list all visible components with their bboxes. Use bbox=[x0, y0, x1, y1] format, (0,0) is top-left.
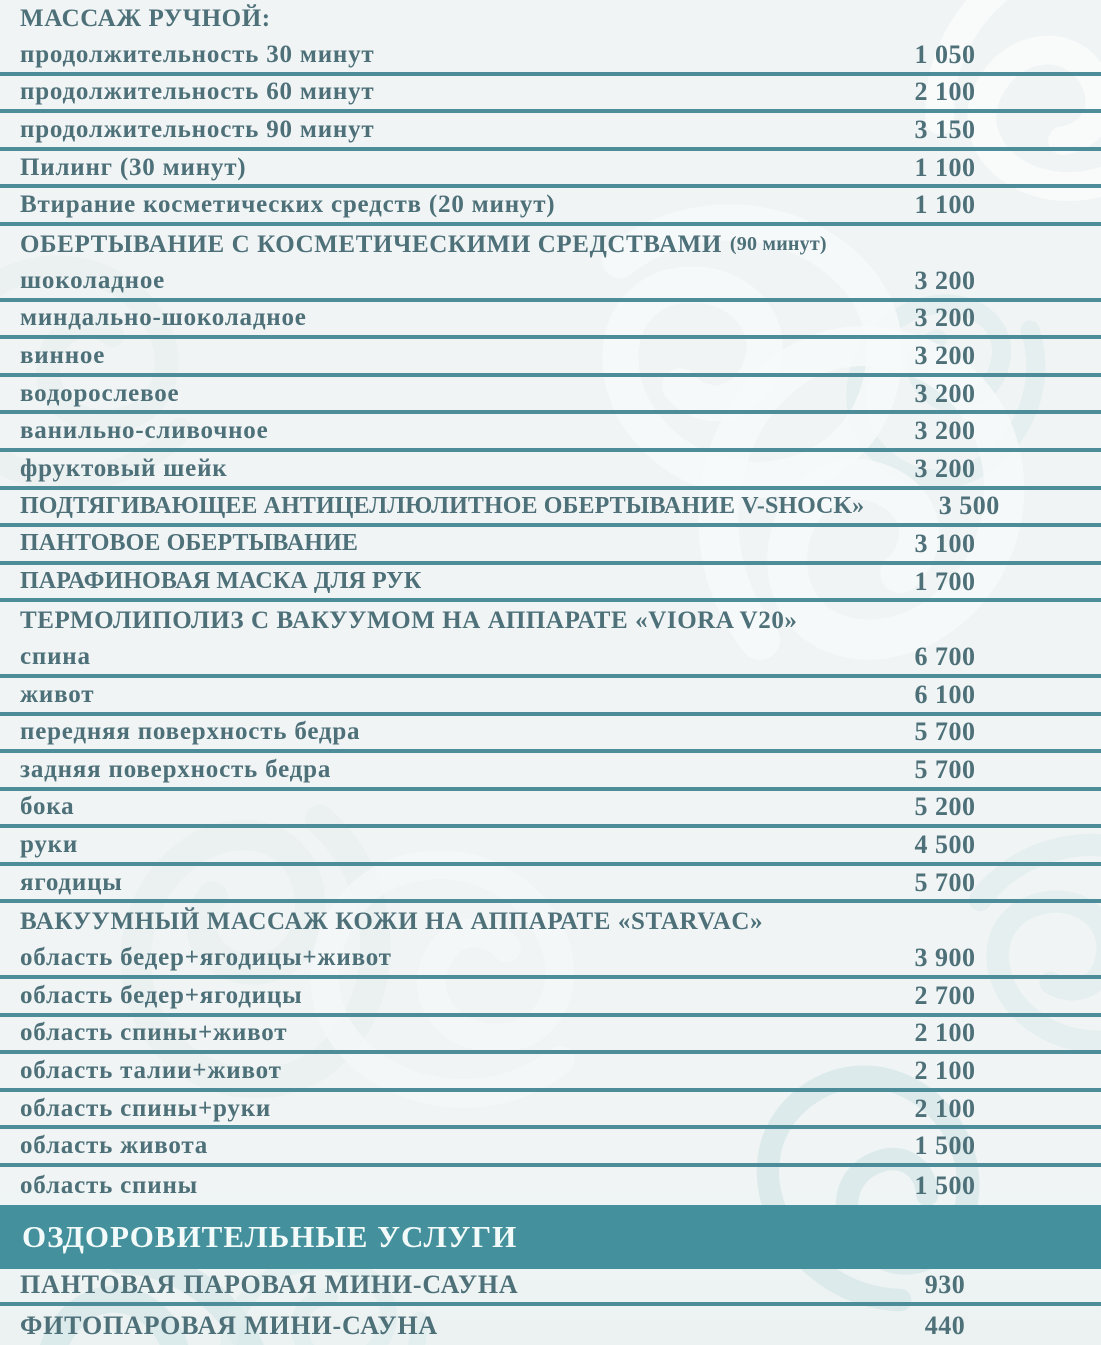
service-price-value: 5 700 bbox=[914, 867, 976, 897]
price-row bbox=[0, 1269, 1101, 1307]
service-name-label: область спины bbox=[20, 1171, 198, 1199]
service-name-label: водорослевое bbox=[20, 379, 180, 407]
service-name-label: продолжительность 30 минут bbox=[20, 40, 375, 68]
banner-title: ОЗДОРОВИТЕЛЬНЫЕ УСЛУГИ bbox=[22, 1218, 518, 1254]
service-price-value: 3 200 bbox=[914, 265, 976, 295]
service-price-value: 5 700 bbox=[914, 754, 976, 784]
service-price-value: 2 100 bbox=[914, 1056, 976, 1086]
section-header bbox=[0, 0, 1101, 38]
price-section bbox=[0, 0, 1101, 226]
price-row bbox=[0, 640, 1101, 678]
wellness-section-banner bbox=[0, 1205, 1101, 1269]
price-row bbox=[0, 791, 1101, 829]
service-price-value: 3 200 bbox=[914, 303, 976, 333]
service-name-label: шоколадное bbox=[20, 266, 166, 294]
price-section bbox=[0, 602, 1101, 903]
price-row bbox=[0, 1017, 1101, 1055]
service-name-label: ПАРАФИНОВАЯ МАСКА ДЛЯ РУК bbox=[20, 568, 422, 595]
service-name-label: область спины+руки bbox=[20, 1094, 272, 1122]
price-row bbox=[0, 38, 1101, 76]
section-header-text: МАССАЖ РУЧНОЙ: bbox=[20, 5, 271, 32]
service-name-label: винное bbox=[20, 341, 106, 369]
service-price-value: 1 050 bbox=[914, 39, 976, 69]
service-price-value: 1 700 bbox=[914, 566, 976, 596]
service-name-label: ПОДТЯГИВАЮЩЕЕ АНТИЦЕЛЛЮЛИТНОЕ ОБЕРТЫВАНИЕ V-SHOCK» bbox=[20, 492, 865, 519]
price-row bbox=[0, 1054, 1101, 1092]
section-header-suffix: (90 минут) bbox=[729, 233, 827, 256]
service-name-label: область бедер+ягодицы+живот bbox=[20, 944, 392, 972]
service-price-value: 1 500 bbox=[914, 1131, 976, 1161]
price-section bbox=[0, 226, 1101, 490]
price-row bbox=[0, 716, 1101, 754]
service-name-label: фруктовый шейк bbox=[20, 454, 228, 482]
service-name-label: бока bbox=[20, 793, 75, 821]
price-section bbox=[0, 490, 1101, 603]
price-row bbox=[0, 1167, 1101, 1205]
price-row bbox=[0, 753, 1101, 791]
section-header-text: ВАКУУМНЫЙ МАССАЖ КОЖИ НА АППАРАТЕ «STARVAC» bbox=[20, 908, 764, 936]
service-price-value: 3 200 bbox=[914, 453, 976, 483]
service-name-label: Пилинг (30 минут) bbox=[20, 153, 247, 181]
service-name-label: передняя поверхность бедра bbox=[20, 718, 361, 746]
price-row bbox=[0, 452, 1101, 490]
service-price-value: 1 500 bbox=[914, 1170, 976, 1200]
price-row bbox=[0, 1129, 1101, 1167]
section-header bbox=[0, 903, 1101, 941]
service-price-value: 440 bbox=[924, 1310, 966, 1340]
price-section bbox=[0, 903, 1101, 1204]
section-header-text: ОБЕРТЫВАНИЕ С КОСМЕТИЧЕСКИМИ СРЕДСТВАМИ bbox=[20, 230, 722, 258]
price-row bbox=[0, 527, 1101, 565]
wellness-rows bbox=[0, 1269, 1101, 1345]
service-name-label: область талии+живот bbox=[20, 1057, 282, 1085]
service-name-label: спина bbox=[20, 643, 91, 671]
service-price-value: 5 700 bbox=[914, 717, 976, 747]
service-name-label: ягодицы bbox=[20, 868, 123, 896]
service-name-label: область живота bbox=[20, 1132, 209, 1160]
service-name-label: ПАНТОВАЯ ПАРОВАЯ МИНИ-САУНА bbox=[20, 1270, 519, 1300]
service-price-value: 3 150 bbox=[914, 114, 976, 144]
service-price-value: 2 100 bbox=[914, 1093, 976, 1123]
service-price-value: 1 100 bbox=[914, 190, 976, 220]
service-price-value: 2 100 bbox=[914, 77, 976, 107]
price-row bbox=[0, 828, 1101, 866]
service-price-value: 1 100 bbox=[914, 152, 976, 182]
service-price-value: 5 200 bbox=[914, 792, 976, 822]
price-row bbox=[0, 565, 1101, 603]
price-row bbox=[0, 1092, 1101, 1130]
service-price-value: 3 200 bbox=[914, 340, 976, 370]
price-row bbox=[0, 941, 1101, 979]
service-name-label: Втирание косметических средств (20 минут) bbox=[20, 191, 556, 219]
service-name-label: ванильно-сливочное bbox=[20, 417, 269, 445]
service-price-value: 3 500 bbox=[938, 491, 1000, 521]
service-name-label: задняя поверхность бедра bbox=[20, 755, 332, 783]
service-price-value: 3 200 bbox=[914, 416, 976, 446]
price-row bbox=[0, 302, 1101, 340]
service-price-value: 4 500 bbox=[914, 830, 976, 860]
service-price-value: 2 100 bbox=[914, 1018, 976, 1048]
service-name-label: продолжительность 90 минут bbox=[20, 115, 375, 143]
service-name-label: ФИТОПАРОВАЯ МИНИ-САУНА bbox=[20, 1310, 439, 1340]
price-row bbox=[0, 1306, 1101, 1345]
price-row bbox=[0, 377, 1101, 415]
section-header bbox=[0, 226, 1101, 264]
service-name-label: миндально-шоколадное bbox=[20, 304, 307, 332]
service-name-label: область бедер+ягодицы bbox=[20, 981, 303, 1009]
service-name-label: область спины+живот bbox=[20, 1019, 288, 1047]
service-name-label: руки bbox=[20, 831, 79, 859]
price-row bbox=[0, 188, 1101, 226]
price-row bbox=[0, 151, 1101, 189]
service-name-label: ПАНТОВОЕ ОБЕРТЫВАНИЕ bbox=[20, 530, 358, 557]
price-row bbox=[0, 414, 1101, 452]
service-price-value: 3 200 bbox=[914, 378, 976, 408]
service-price-value: 6 700 bbox=[914, 642, 976, 672]
price-row bbox=[0, 76, 1101, 114]
price-row bbox=[0, 678, 1101, 716]
service-price-value: 930 bbox=[924, 1270, 966, 1300]
service-price-value: 3 100 bbox=[914, 528, 976, 558]
price-row bbox=[0, 866, 1101, 904]
service-price-value: 3 900 bbox=[914, 943, 976, 973]
price-row bbox=[0, 339, 1101, 377]
price-row bbox=[0, 979, 1101, 1017]
service-name-label: продолжительность 60 минут bbox=[20, 78, 375, 106]
service-name-label: живот bbox=[20, 680, 95, 708]
service-price-value: 2 700 bbox=[914, 980, 976, 1010]
section-header bbox=[0, 602, 1101, 640]
service-price-value: 6 100 bbox=[914, 679, 976, 709]
price-row bbox=[0, 490, 1101, 528]
price-row bbox=[0, 264, 1101, 302]
price-row bbox=[0, 113, 1101, 151]
section-header-text: ТЕРМОЛИПОЛИЗ С ВАКУУМОМ НА АППАРАТЕ «VIORA V20» bbox=[20, 607, 798, 635]
